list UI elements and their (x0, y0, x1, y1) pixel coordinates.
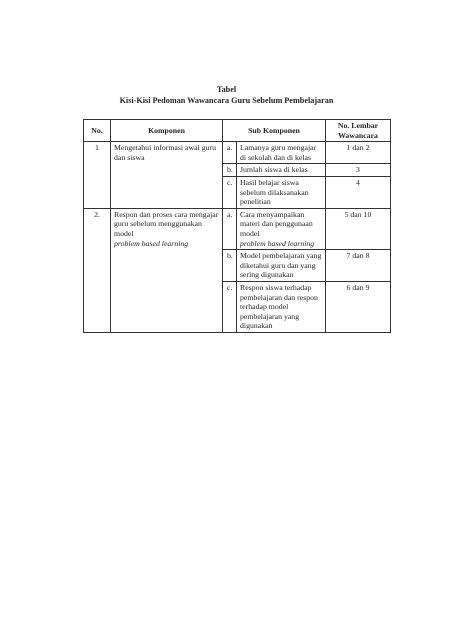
sub-lembar: 5 dan 10 (326, 208, 391, 249)
sub-letter: b. (223, 164, 237, 177)
caption-subtitle: Kisi-Kisi Pedoman Wawancara Guru Sebelum Pembelajaran (119, 96, 334, 105)
sub-lembar: 1 dan 2 (326, 142, 391, 164)
sub-lembar: 3 (326, 164, 391, 177)
header-sub-komponen: Sub Komponen (223, 120, 326, 142)
table-caption (0, 84, 453, 106)
row-no: 1 (84, 142, 111, 209)
sub-letter: c. (223, 281, 237, 332)
table-header-row (84, 120, 391, 142)
sub-letter: a. (223, 142, 237, 164)
sub-lembar: 6 dan 9 (326, 281, 391, 332)
sub-komponen (237, 208, 326, 249)
sub-komponen: Jumlah siswa di kelas (237, 164, 326, 177)
sub-komponen-italic: problem based learning (240, 238, 315, 248)
sub-letter: b. (223, 250, 237, 282)
sub-lembar: 7 dan 8 (326, 250, 391, 282)
row-komponen: Mengetahui informasi awal guru dan siswa (111, 142, 223, 209)
table-row (84, 142, 391, 164)
table-row (84, 208, 391, 249)
sub-komponen: Lamanya guru mengajar di sekolah dan di kelas (237, 142, 326, 164)
sub-letter: a. (223, 208, 237, 249)
sub-lembar: 4 (326, 176, 391, 208)
sub-letter: c. (223, 176, 237, 208)
sub-komponen: Respon siswa terhadap pembelajaran dan respon terhadap model pembelajaran yang digunakan (237, 281, 326, 332)
header-no: No. (84, 120, 111, 142)
caption-title: Tabel (216, 85, 237, 94)
kisi-kisi-table (83, 119, 391, 333)
header-lembar: No. Lembar Wawancara (326, 120, 391, 142)
header-komponen: Komponen (111, 120, 223, 142)
sub-komponen-text: Cara menyampaikan materi dan penggunaan model (240, 209, 313, 238)
sub-komponen: Hasil belajar siswa sebelum dilaksanakan penelitian (237, 176, 326, 208)
row-komponen-italic: problem based learning (114, 238, 189, 248)
row-komponen (111, 208, 223, 332)
sub-komponen: Model pembelajaran yang diketahui guru dan yang sering digunakan (237, 250, 326, 282)
row-komponen-text: Respon dan proses cara mengajar guru sebelum menggunakan model (114, 209, 219, 238)
row-no: 2. (84, 208, 111, 332)
